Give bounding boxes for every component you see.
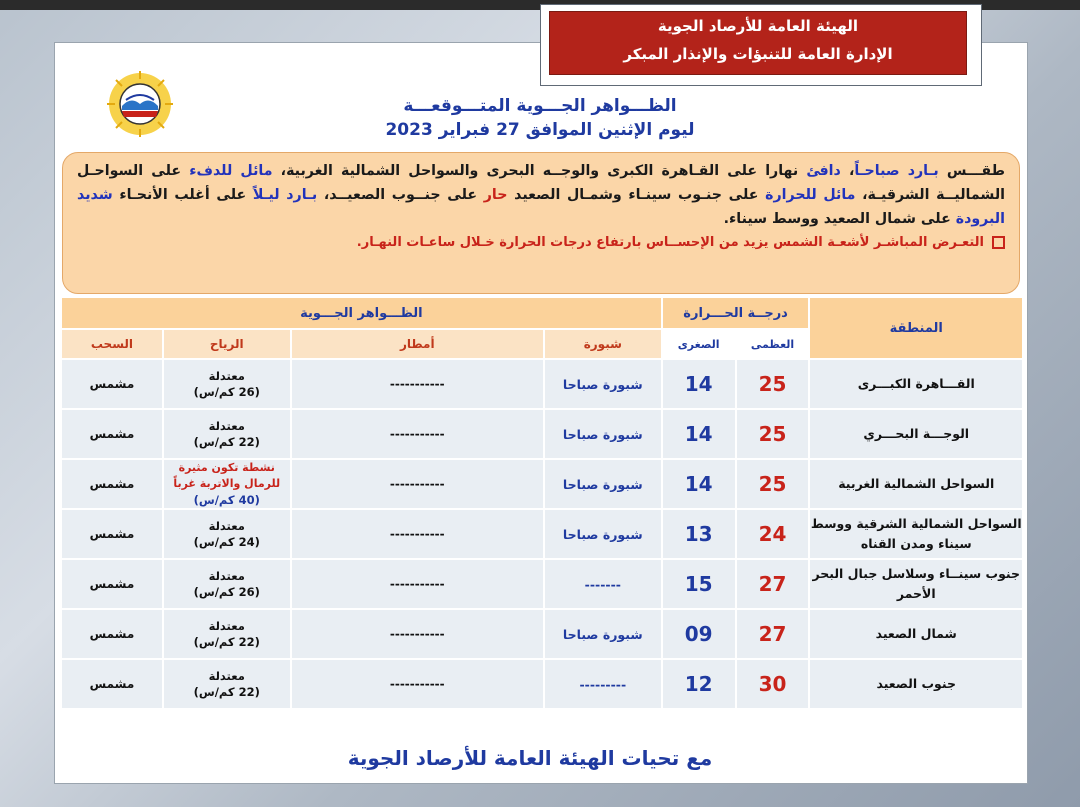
min-temp-cell: 14 — [663, 360, 735, 408]
wind-cell — [164, 510, 290, 558]
wind-cell — [164, 460, 290, 508]
wind-speed: (40 كم/س) — [193, 493, 260, 507]
header-fog: شبورة — [545, 330, 661, 358]
max-temp-cell: 25 — [737, 360, 809, 408]
max-temp-cell: 30 — [737, 660, 809, 708]
clouds-cell: مشمس — [62, 610, 162, 658]
summary-text: على جنــوب الصعيــد، — [317, 187, 484, 203]
min-temp-cell: 13 — [663, 510, 735, 558]
sun-emblem-logo-icon — [106, 70, 174, 138]
summary-highlight: بـارد ليـلاً — [252, 187, 318, 203]
rain-cell: ----------- — [292, 360, 543, 408]
wind-detail: (22 كم/س) — [193, 685, 260, 699]
clouds-cell: مشمس — [62, 360, 162, 408]
title-date: ليوم الإثنين الموافق 27 فبراير 2023 — [385, 120, 695, 140]
wind-desc: معتدلة — [208, 569, 245, 583]
header-box — [540, 4, 982, 86]
clouds-cell: مشمس — [62, 510, 162, 558]
region-cell: الوجـــة البحـــري — [810, 410, 1022, 458]
region-cell: شمال الصعيد — [810, 610, 1022, 658]
rain-cell: ----------- — [292, 610, 543, 658]
wind-desc: معتدلة — [208, 669, 245, 683]
wind-detail: (26 كم/س) — [193, 585, 260, 599]
min-temp-cell: 12 — [663, 660, 735, 708]
summary-text: على أغلب الأنحـاء — [112, 187, 253, 203]
max-temp-cell: 25 — [737, 460, 809, 508]
fog-cell: شبورة صباحا — [545, 610, 661, 658]
table-row — [62, 460, 1022, 508]
clouds-cell: مشمس — [62, 460, 162, 508]
wind-desc: معتدلة — [208, 369, 245, 383]
region-cell: السواحل الشمالية الشرقية ووسط سيناء ومدن القناه — [810, 510, 1022, 558]
min-temp-cell: 14 — [663, 460, 735, 508]
summary-highlight: مائل للحرارة — [765, 187, 856, 203]
summary-text: على السواحـل الشماليــة الشرقيـة، — [77, 163, 1006, 203]
summary-highlight-hot: حار — [483, 187, 508, 203]
max-temp-cell: 27 — [737, 560, 809, 608]
wind-desc: معتدلة — [208, 519, 245, 533]
header-rain: أمطار — [292, 330, 543, 358]
sun-exposure-warning — [77, 231, 1005, 255]
min-temp-cell: 14 — [663, 410, 735, 458]
header-max: العظمى — [737, 330, 809, 358]
min-temp-cell: 09 — [663, 610, 735, 658]
summary-highlight: دافئ — [806, 163, 841, 179]
table-row — [62, 410, 1022, 458]
rain-cell: ----------- — [292, 410, 543, 458]
rain-cell: ----------- — [292, 510, 543, 558]
summary-text: ، — [840, 163, 855, 179]
table-row — [62, 660, 1022, 708]
fog-cell: شبورة صباحا — [545, 460, 661, 508]
header-phenomena: الظـــواهر الجـــوية — [62, 298, 661, 328]
header-region: المنطقة — [810, 298, 1022, 358]
rain-cell: ----------- — [292, 460, 543, 508]
checkbox-square-icon — [992, 236, 1005, 249]
rain-cell: ----------- — [292, 560, 543, 608]
header-min: الصغرى — [663, 330, 735, 358]
wind-detail: (22 كم/س) — [193, 635, 260, 649]
header-temperature: درجــة الحـــرارة — [663, 298, 809, 328]
clouds-cell: مشمس — [62, 660, 162, 708]
wind-cell — [164, 660, 290, 708]
region-cell: جنوب سينــاء وسلاسل جبال البحر الأحمر — [810, 560, 1022, 608]
clouds-cell: مشمس — [62, 410, 162, 458]
wind-cell — [164, 610, 290, 658]
fog-cell: شبورة صباحا — [545, 510, 661, 558]
header-department: الإدارة العامة للتنبؤات والإنذار المبكر — [623, 45, 893, 63]
fog-cell: شبورة صباحا — [545, 360, 661, 408]
summary-highlight: بـارد صباحـاً — [854, 163, 939, 179]
forecast-title — [330, 94, 750, 142]
summary-text: على جنـوب سينـاء وشمـال الصعيد — [507, 187, 766, 203]
wind-desc: معتدلة — [208, 619, 245, 633]
header-org-name: الهيئة العامة للأرصاد الجوية — [657, 17, 859, 35]
title-main: الظـــواهر الجـــوية المتـــوقعـــة — [403, 96, 677, 116]
summary-highlight: مائل للدفء — [189, 163, 273, 179]
clouds-cell: مشمس — [62, 560, 162, 608]
forecast-table — [60, 296, 1024, 710]
header-wind: الرياح — [164, 330, 290, 358]
wind-detail: للرمال والاتربة غرباً — [173, 477, 281, 490]
summary-text: على شمال الصعيد ووسط سيناء. — [723, 211, 956, 227]
summary-text: طقـــس — [938, 163, 1006, 179]
summary-text: نهارا على القـاهرة الكبرى والوجــه البحرى والسواحل الشمالية الغربية، — [272, 163, 807, 179]
wind-detail: (22 كم/س) — [193, 435, 260, 449]
wind-detail: (26 كم/س) — [193, 385, 260, 399]
summary-highlight: شديد البرودة — [77, 187, 1005, 227]
weather-summary — [62, 152, 1020, 294]
wind-desc: معتدلة — [208, 419, 245, 433]
region-cell: القـــاهرة الكبـــرى — [810, 360, 1022, 408]
header-banner — [549, 11, 967, 75]
table-row — [62, 360, 1022, 408]
wind-detail: (24 كم/س) — [193, 535, 260, 549]
rain-cell: ----------- — [292, 660, 543, 708]
table-row — [62, 510, 1022, 558]
warning-text: التعـرض المباشـر لأشعـة الشمس يزيد من الإحســاس بارتفاع درجات الحرارة خـلال ساعـات النهـار. — [356, 235, 984, 250]
max-temp-cell: 25 — [737, 410, 809, 458]
wind-desc: نشطة تكون مثيرة — [178, 461, 275, 474]
header-clouds: السحب — [62, 330, 162, 358]
table-row — [62, 610, 1022, 658]
table-row — [62, 560, 1022, 608]
wind-cell — [164, 560, 290, 608]
fog-cell: شبورة صباحا — [545, 410, 661, 458]
fog-cell: --------- — [545, 660, 661, 708]
region-cell: جنوب الصعيد — [810, 660, 1022, 708]
region-cell: السواحل الشمالية الغربية — [810, 460, 1022, 508]
min-temp-cell: 15 — [663, 560, 735, 608]
wind-cell — [164, 410, 290, 458]
footer-greeting: مع تحيات الهيئة العامة للأرصاد الجوية — [347, 746, 713, 770]
max-temp-cell: 24 — [737, 510, 809, 558]
max-temp-cell: 27 — [737, 610, 809, 658]
fog-cell: ------- — [545, 560, 661, 608]
wind-cell — [164, 360, 290, 408]
